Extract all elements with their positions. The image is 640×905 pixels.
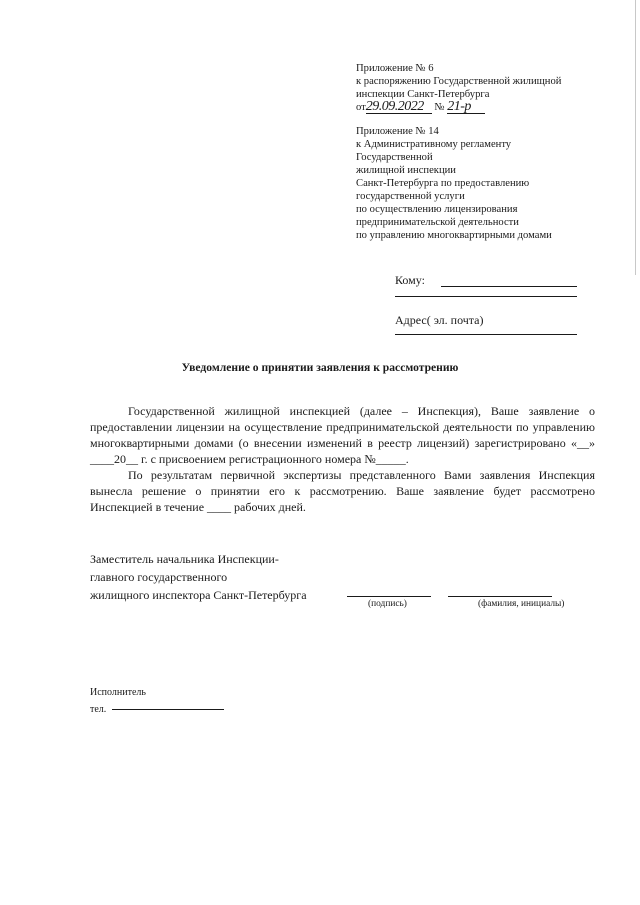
appendix-14-line: предпринимательской деятельности — [356, 217, 519, 228]
appendix-6-line3: инспекции Санкт-Петербурга — [356, 89, 490, 100]
body-paragraph-2: По результатам первичной экспертизы представленного Вами заявления Инспекция вынесла решение о принятии его к рассмотрению. Ваше заявление будет рассмотрено Инспекцией в течение ____ рабочих дней. — [90, 468, 595, 514]
appendix-14-line: жилищной инспекции — [356, 165, 456, 176]
body-paragraph-1: Государственной жилищной инспекцией (далее – Инспекция), Ваше заявление о предоставлении лицензии на осуществление предпринимательской деятельности по управлению многоквартирными домами (о внесении изменений в реестр лицензий) зарегистрировано «__» ____20__ г. с присвоением регистрационного номера №_____. — [90, 404, 595, 466]
appendix-14-line: к Административному регламенту — [356, 139, 512, 150]
notification-body — [90, 403, 595, 515]
executor-block — [90, 684, 146, 718]
name-field-line — [448, 596, 552, 597]
appendix-14-line: Приложение № 14 — [356, 126, 439, 137]
executor-label: Исполнитель — [90, 687, 146, 698]
signature-field-line — [347, 596, 431, 597]
appendix-14-line: Санкт-Петербурга по предоставлению — [356, 178, 530, 189]
appendix-14-line: по управлению многоквартирными домами — [356, 230, 552, 241]
handwritten-number: 21-р — [447, 101, 485, 114]
appendix-6-date-line — [356, 101, 561, 114]
appendix-14-line: Государственной — [356, 152, 433, 163]
signer-position-line2: главного государственного — [90, 570, 228, 584]
signature-caption: (подпись) — [368, 599, 407, 609]
phone-field-line — [112, 709, 224, 710]
address-field-line — [395, 334, 577, 335]
number-prefix: № — [434, 102, 445, 113]
signer-position-line1: Заместитель начальника Инспекции- — [90, 552, 279, 566]
appendix-14-line: государственной услуги — [356, 191, 465, 202]
signature-block — [90, 550, 307, 604]
appendix-14-line: по осуществлению лицензирования — [356, 204, 518, 215]
phone-label: тел. — [90, 704, 107, 715]
signer-position-line3: жилищного инспектора Санкт-Петербурга — [90, 588, 307, 602]
to-field-line-2 — [395, 296, 577, 297]
name-caption: (фамилия, инициалы) — [478, 599, 565, 609]
appendix-6-line2: к распоряжению Государственной жилищной — [356, 76, 562, 87]
scan-edge-line — [635, 0, 636, 275]
to-label: Кому: — [395, 273, 425, 287]
appendix-6-title: Приложение № 6 — [356, 63, 434, 74]
appendix-6-header — [356, 62, 561, 114]
appendix-14-header — [356, 125, 552, 242]
from-prefix: от — [356, 102, 366, 113]
address-label: Адрес( эл. почта) — [395, 313, 484, 327]
handwritten-date: 29.09.2022 — [366, 101, 432, 114]
document-title: Уведомление о принятии заявления к рассмотрению — [181, 361, 459, 374]
to-field-line — [441, 286, 577, 287]
